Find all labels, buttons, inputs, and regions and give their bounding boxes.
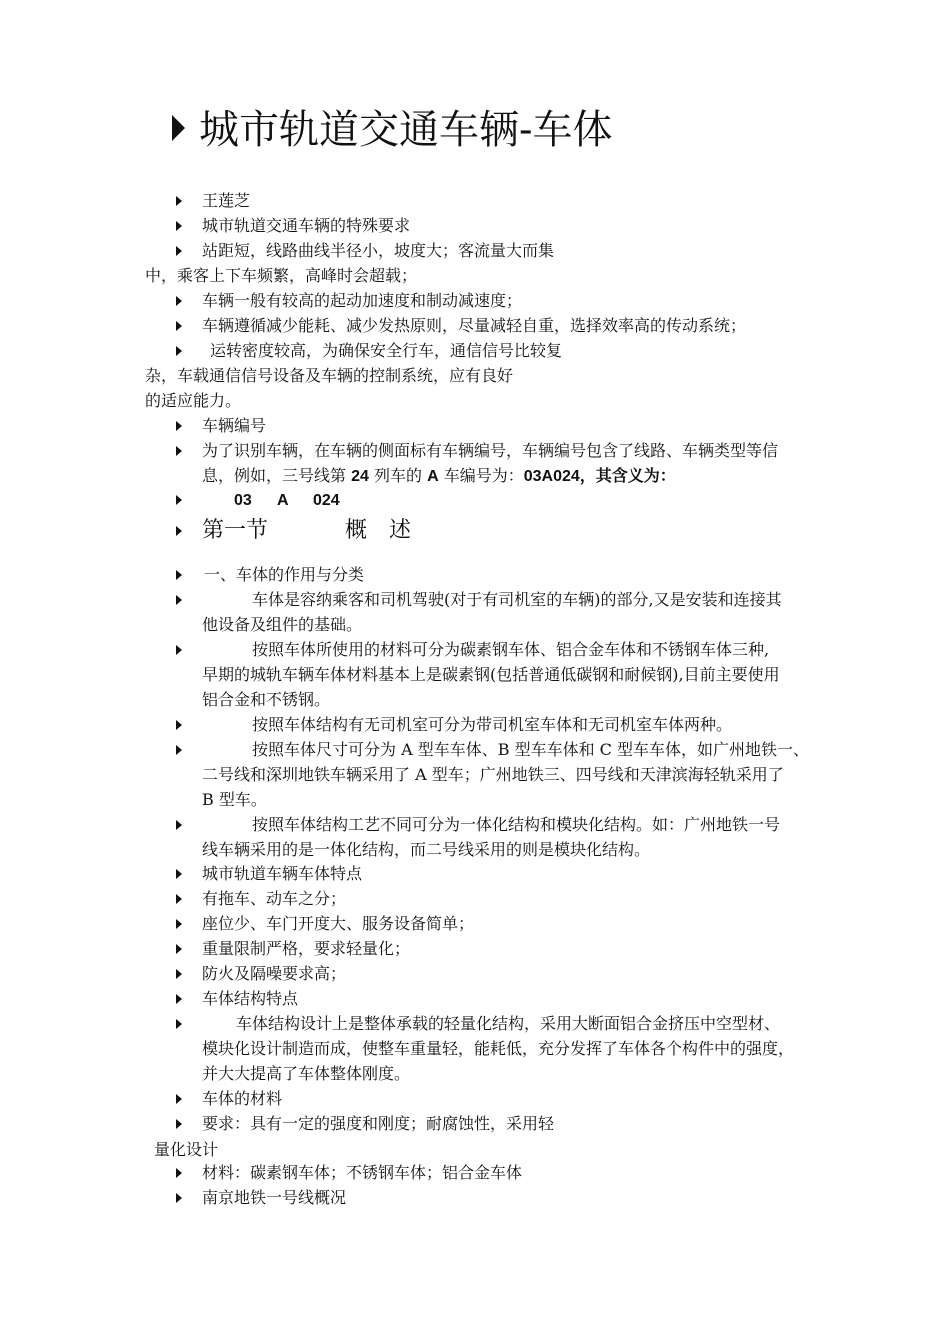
material-line-3: 铝合金和不锈钢。 xyxy=(202,690,331,709)
craft-line-2: 线车辆采用的是一体化结构，而二号线采用的则是模块化结构。 xyxy=(202,840,651,859)
bullet-icon xyxy=(176,894,182,904)
bullet-icon xyxy=(176,346,182,356)
size-line-1: 按照车体尺寸可分为 A 型车车体、B 型车车体和 C 型车车体，如广州地铁一、 xyxy=(252,740,809,759)
struct-line: 车体结构特点 xyxy=(202,989,299,1008)
document-title: 城市轨道交通车辆-车体 xyxy=(172,104,613,156)
role-class-line: 一、车体的作用与分类 xyxy=(204,565,365,584)
struct-line-2: 模块化设计制造而成，使整车重量轻，能耗低，充分发挥了车体各个构件中的强度， xyxy=(202,1039,795,1058)
author-line: 王莲芝 xyxy=(202,191,251,210)
feature-1-line: 有拖车、动车之分； xyxy=(202,889,347,908)
id-line-1: 为了识别车辆，在车辆的侧面标有车辆编号，车辆编号包含了线路、车辆类型等信 xyxy=(202,441,779,460)
special-req-line: 城市轨道交通车辆的特殊要求 xyxy=(202,216,411,235)
feature-3-line: 重量限制严格，要求轻量化； xyxy=(202,939,411,958)
accel-line: 车辆一般有较高的起动加速度和制动减速度； xyxy=(202,291,523,310)
station-line-1: 站距短，线路曲线半径小，坡度大；客流量大而集 xyxy=(202,241,555,260)
bullet-icon xyxy=(176,495,182,505)
bullet-icon xyxy=(176,745,182,755)
section-heading: 第一节 xyxy=(202,518,269,543)
density-line-3: 的适应能力。 xyxy=(145,391,242,410)
bullet-icon xyxy=(176,196,182,206)
section-subheading: 概 述 xyxy=(345,518,412,543)
bullet-icon xyxy=(176,446,182,456)
bullet-icon xyxy=(176,1193,182,1203)
material-line-2: 早期的城轨车辆车体材料基本上是碳素钢(包括普通低碳钢和耐候钢),目前主要使用 xyxy=(202,665,780,684)
density-line-1: 运转密度较高，为确保安全行车，通信信号比较复 xyxy=(210,341,563,360)
struct-line-1: 车体结构设计上是整体承载的轻量化结构，采用大断面铝合金挤压中空型材、 xyxy=(236,1014,781,1033)
code-part-line: 03 xyxy=(234,492,252,509)
bullet-icon xyxy=(176,1019,182,1029)
nanjing-line: 南京地铁一号线概况 xyxy=(202,1188,347,1207)
bullet-icon xyxy=(176,221,182,231)
bullet-icon xyxy=(176,321,182,331)
craft-line-1: 按照车体结构工艺不同可分为一体化结构和模块化结构。如：广州地铁一号 xyxy=(252,815,781,834)
energy-line: 车辆遵循减少能耗、减少发热原则，尽量减轻自重，选择效率高的传动系统； xyxy=(202,316,747,335)
bullet-icon xyxy=(176,526,182,536)
mats-line: 材料：碳素钢车体；不锈钢车体；铝合金车体 xyxy=(202,1163,523,1182)
body-def-line-1: 车体是容纳乘客和司机驾驶(对于有司机室的车辆)的部分,又是安装和连接其 xyxy=(252,590,782,609)
bullet-icon xyxy=(176,570,182,580)
mat-title-line: 车体的材料 xyxy=(202,1089,283,1108)
bullet-icon xyxy=(176,645,182,655)
bullet-icon xyxy=(176,1119,182,1129)
bullet-icon xyxy=(176,720,182,730)
cab-line: 按照车体结构有无司机室可分为带司机室车体和无司机室车体两种。 xyxy=(252,715,733,734)
req-line-1: 要求：具有一定的强度和刚度；耐腐蚀性，采用轻 xyxy=(202,1114,555,1133)
bullet-icon xyxy=(176,246,182,256)
body-def-line-2: 他设备及组件的基础。 xyxy=(202,615,363,634)
bullet-icon xyxy=(176,944,182,954)
features-line: 城市轨道车辆车体特点 xyxy=(202,864,363,883)
bullet-icon xyxy=(176,1168,182,1178)
size-line-3: B 型车。 xyxy=(202,790,267,809)
bullet-icon xyxy=(176,421,182,431)
feature-2-line: 座位少、车门开度大、服务设备简单； xyxy=(202,914,475,933)
density-line-2: 杂，车载通信信号设备及车辆的控制系统，应有良好 xyxy=(145,366,514,385)
title-bullet-icon xyxy=(172,115,185,141)
bullet-icon xyxy=(176,820,182,830)
code-part-type: A xyxy=(277,492,289,509)
bullet-icon xyxy=(176,969,182,979)
feature-4-line: 防火及隔噪要求高； xyxy=(202,964,347,983)
numbering-line: 车辆编号 xyxy=(202,416,267,435)
id-line-2: 息，例如，三号线第 24 列车的 A 车编号为：03A024，其含义为： xyxy=(202,466,676,485)
bullet-icon xyxy=(176,869,182,879)
material-line-1: 按照车体所使用的材料可分为碳素钢车体、铝合金车体和不锈钢车体三种, xyxy=(252,640,770,659)
bullet-icon xyxy=(176,595,182,605)
bullet-icon xyxy=(176,994,182,1004)
size-line-2: 二号线和深圳地铁车辆采用了 A 型车；广州地铁三、四号线和天津滨海轻轨采用了 xyxy=(202,765,784,784)
bullet-icon xyxy=(176,1094,182,1104)
bullet-icon xyxy=(176,919,182,929)
req-line-2: 量化设计 xyxy=(154,1140,219,1159)
struct-line-3: 并大大提高了车体整体刚度。 xyxy=(202,1064,411,1083)
station-line-2: 中，乘客上下车频繁，高峰时会超载； xyxy=(145,266,418,285)
bullet-icon xyxy=(176,296,182,306)
code-part-number: 024 xyxy=(313,492,340,509)
